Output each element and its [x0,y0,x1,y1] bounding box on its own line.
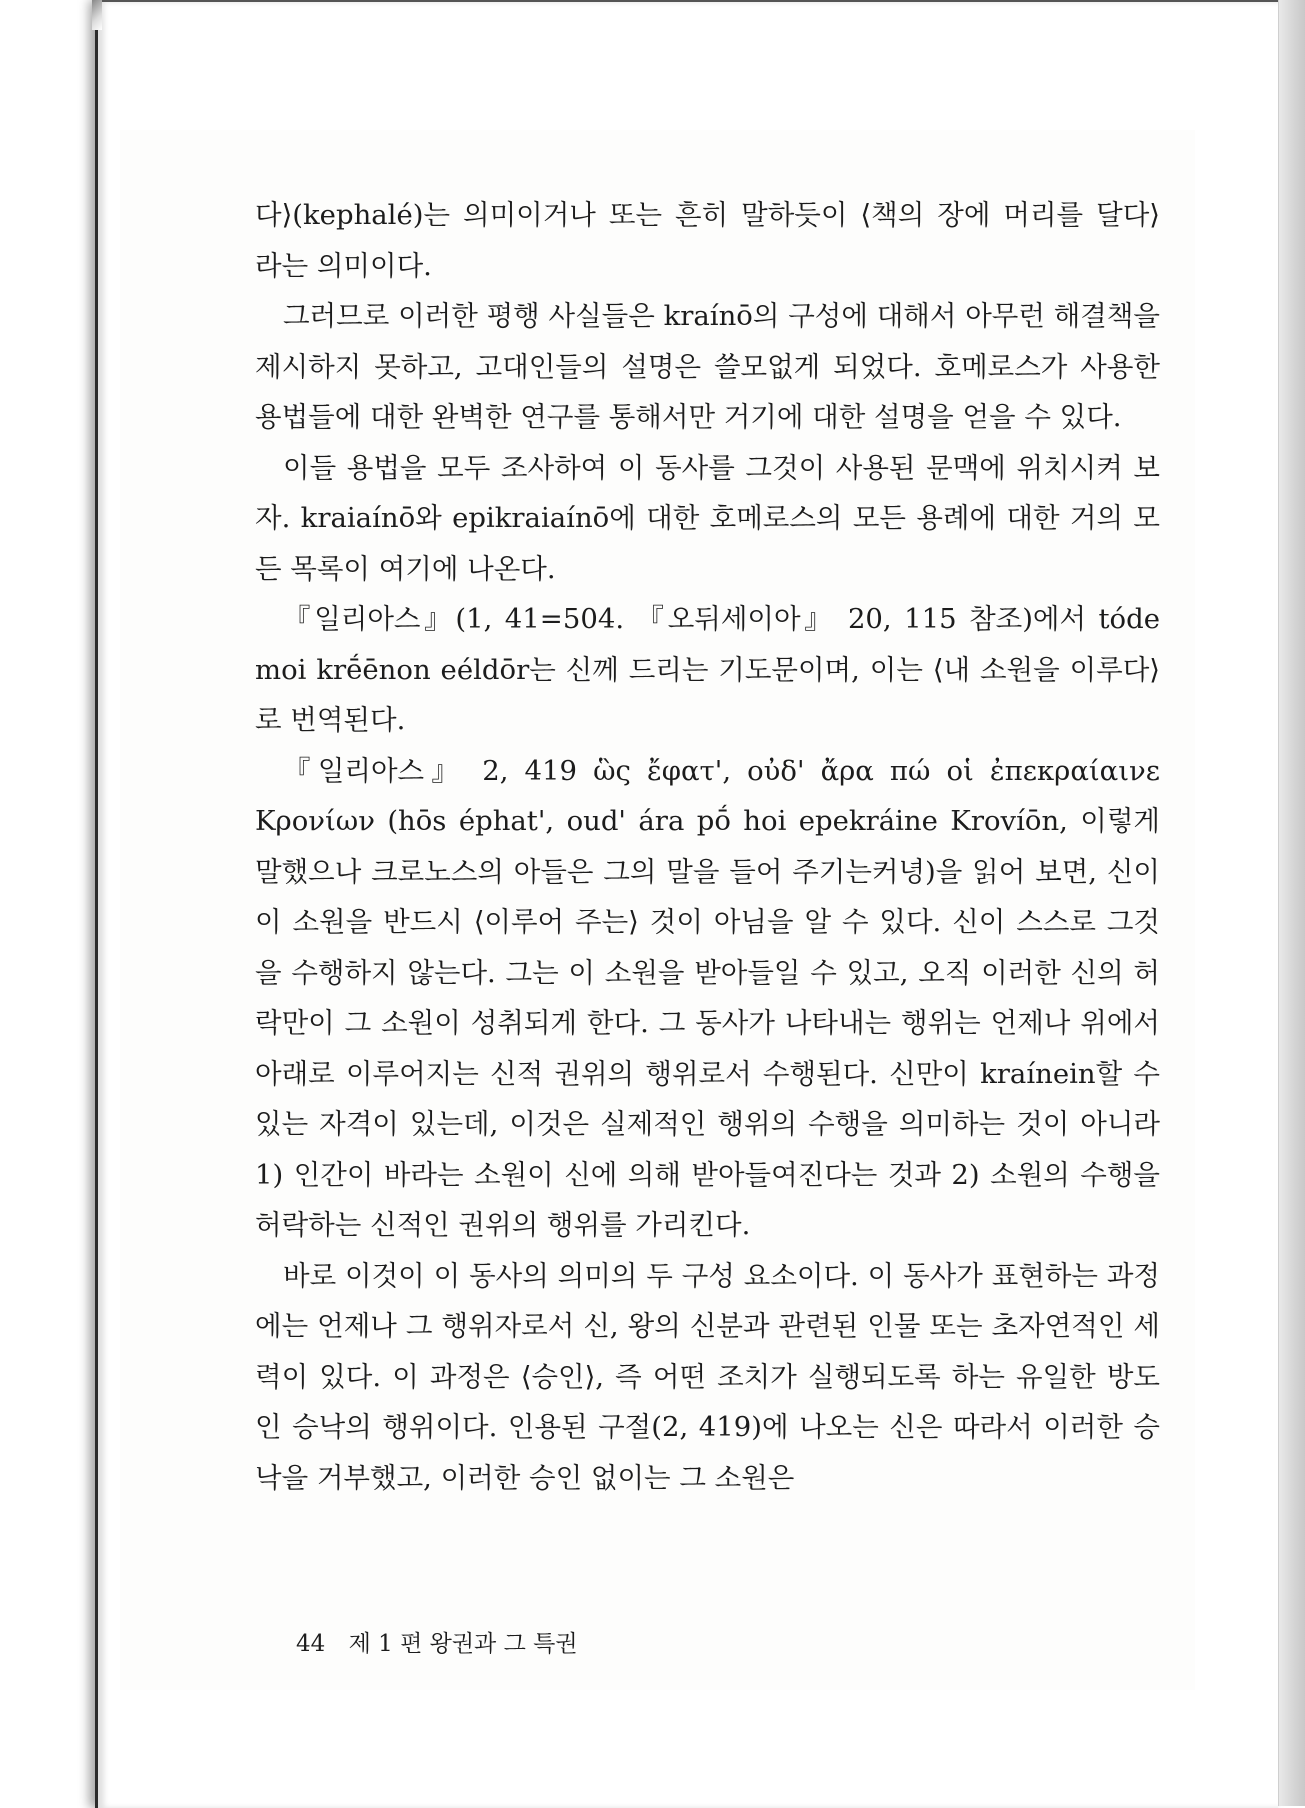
footer-chapter: 왕권과 그 특권 [429,1631,578,1657]
page-footer [296,1625,578,1658]
paragraph-6: 바로 이것이 이 동사의 의미의 두 구성 요소이다. 이 동사가 표현하는 과정에는 언제나 그 행위자로서 신, 왕의 신분과 관련된 인물 또는 초자연적인 세력이 있다. 이 과정은 ⟨승인⟩, 즉 어떤 조치가 실행되도록 하는 유일한 방도인 승낙의 행위이다. 인용된 구절(2, 419)에 나오는 신은 따라서 이러한 승낙을 거부했고, 이러한 승인 없이는 그 소원은 [255,1259,1160,1494]
paragraph-5: 『일리아스』 2, 419 ὣς ἔφατ', οὐδ' ἄρα πώ οἱ ἐπεκραίαινε Κρονίων (hōs éphat', oud' ára pṓ hoi epekráine Krovíōn, 이렇게 말했으나 크로노스의 아들은 그의 말을 들어 주기는커녕)을 읽어 보면, 신이 이 소원을 반드시 ⟨이루어 주는⟩ 것이 아님을 알 수 있다. 신이 스스로 그것을 수행하지 않는다. 그는 이 소원을 받아들일 수 있고, 오직 이러한 신의 허락만이 그 소원이 성취되게 한다. 그 동사가 나타내는 행위는 언제나 위에서 아래로 이루어지는 신적 권위의 행위로서 수행된다. 신만이 kraínein할 수 있는 자격이 있는데, 이것은 실제적인 행위의 수행을 의미하는 것이 아니라 1) 인간이 바라는 소원이 신에 의해 받아들여진다는 것과 2) 소원의 수행을 허락하는 신적인 권위의 행위를 가리킨다. [255,754,1160,1241]
page-curl [92,0,102,30]
paragraph-2: 그러므로 이러한 평행 사실들은 kraínō의 구성에 대해서 아무런 해결책을 제시하지 못하고, 고대인들의 설명은 쓸모없게 되었다. 호메로스가 사용한 용법들에 대한 완벽한 연구를 통해서만 거기에 대한 설명을 얻을 수 있다. [255,300,1160,433]
page-number: 44 [296,1631,326,1657]
paragraph-3: 이들 용법을 모두 조사하여 이 동사를 그것이 사용된 문맥에 위치시켜 보자. kraiaínō와 epikraiaínō에 대한 호메로스의 모든 용례에 대한 거의 모든 목록이 여기에 나온다. [255,451,1160,585]
page-body-text [255,190,1160,1503]
paragraph-1: 다⟩(kephalé)는 의미이거나 또는 흔히 말하듯이 ⟨책의 장에 머리를 달다⟩ 라는 의미이다. [255,199,1160,282]
footer-part: 제 1 편 [348,1631,423,1657]
next-page-edge[interactable] [1278,0,1305,1806]
paragraph-4: 『일리아스』(1, 41=504. 『오뒤세이아』 20, 115 참조)에서 tóde moi krḗēnon eéldōr는 신께 드리는 기도문이며, 이는 ⟨내 소원을 이루다⟩로 번역된다. [255,603,1160,736]
